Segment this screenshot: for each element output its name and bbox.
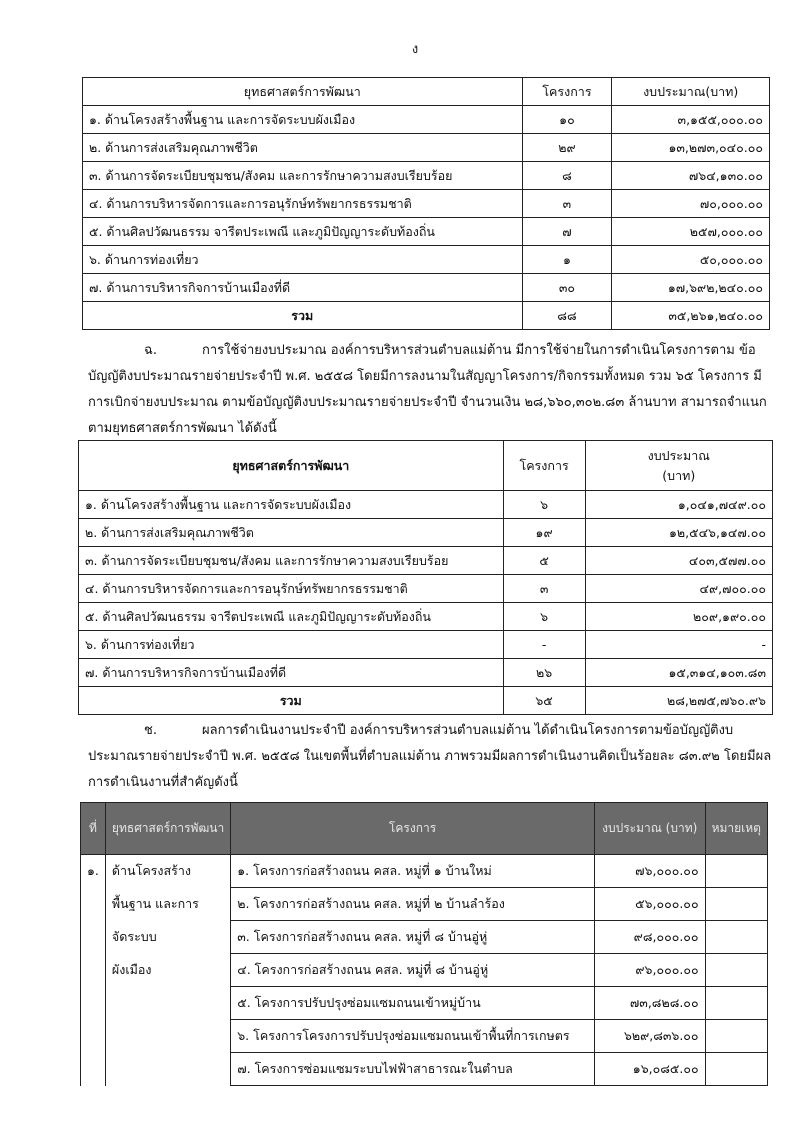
strategy-cell: จัดระบบ <box>105 921 230 954</box>
budget-cell: ๗๐,๐๐๐.๐๐ <box>612 190 770 218</box>
paragraph-text: ผลการดำเนินงานประจำปี องค์การบริหารส่วนตำบลแม่ต้าน ได้ดำเนินโครงการตามข้อบัญญัติงบประมาณรายจ่ายประจำปี พ.ศ. ๒๕๕๘ ในเขตพื้นที่ตำบลแม่ต้าน ภาพรวมมีผลการดำเนินงานคิดเป็นร้อยละ ๘๓.๙๒ โดยมีผลการดำเนินงานที่สำคัญดังนี้ <box>88 723 772 790</box>
table-row <box>83 134 770 162</box>
projects-cell: ๒๖ <box>503 659 585 687</box>
table-row <box>83 218 770 246</box>
header-strategy: ยุทธศาสตร์การพัฒนา <box>79 441 504 491</box>
projects-cell: ๕ <box>503 547 585 575</box>
table-row <box>81 954 768 987</box>
table-header-row <box>83 78 770 106</box>
strategy-cell: ๔. ด้านการบริหารจัดการและการอนุรักษ์ทรัพยากรธรรมชาติ <box>83 190 523 218</box>
header-no: ที่ <box>81 803 106 855</box>
projects-cell: ๓ <box>503 575 585 603</box>
table-row <box>81 987 768 1020</box>
budget-cell: ๙๖,๐๐๐.๐๐ <box>594 954 705 987</box>
header-remark: หมายเหตุ <box>705 803 767 855</box>
strategy-cell: ๓. ด้านการจัดระเบียบชุมชน/สังคม และการรักษาความสงบเรียบร้อย <box>83 162 523 190</box>
spending-paragraph <box>88 338 778 442</box>
projects-cell: ๑ <box>522 246 612 274</box>
projects-cell: ๑๙ <box>503 519 585 547</box>
budget-cell: ๕๖,๐๐๐.๐๐ <box>594 888 705 921</box>
page-number: ง <box>411 42 419 57</box>
strategy-cell <box>105 1020 230 1053</box>
total-projects: ๘๘ <box>522 302 612 330</box>
remark-cell <box>705 1020 767 1053</box>
strategy-cell <box>105 987 230 1020</box>
remark-cell <box>705 954 767 987</box>
strategy-cell: ๖. ด้านการท่องเที่ยว <box>79 631 504 659</box>
header-budget-line2: (บาท) <box>662 467 696 483</box>
budget-cell: - <box>585 631 772 659</box>
total-budget: ๓๕,๒๖๑,๒๔๐.๐๐ <box>612 302 770 330</box>
projects-cell: - <box>503 631 585 659</box>
table-row <box>83 190 770 218</box>
table-row <box>79 547 773 575</box>
table-header-row <box>81 803 768 855</box>
row-number <box>81 1020 106 1053</box>
table-row <box>83 274 770 302</box>
budget-cell: ๗๖๔,๑๓๐.๐๐ <box>612 162 770 190</box>
table-row <box>81 921 768 954</box>
remark-cell <box>705 888 767 921</box>
strategy-cell: พื้นฐาน และการ <box>105 888 230 921</box>
total-budget: ๒๘,๒๗๕,๗๖๐.๙๖ <box>585 687 772 715</box>
strategy-cell: ๕. ด้านศิลปวัฒนธรรม จารีตประเพณี และภูมิปัญญาระดับท้องถิ่น <box>83 218 523 246</box>
strategy-cell: ๖. ด้านการท่องเที่ยว <box>83 246 523 274</box>
table-row <box>79 491 773 519</box>
header-strategy: ยุทธศาสตร์การพัฒนา <box>83 78 523 106</box>
total-label: รวม <box>83 302 523 330</box>
results-paragraph <box>88 718 778 796</box>
remark-cell <box>705 987 767 1020</box>
projects-cell: ๖ <box>503 603 585 631</box>
budget-cell: ๕๐,๐๐๐.๐๐ <box>612 246 770 274</box>
budget-cell: ๑๗,๖๙๒,๒๔๐.๐๐ <box>612 274 770 302</box>
strategy-cell: ด้านโครงสร้าง <box>105 855 230 888</box>
project-cell: ๒. โครงการก่อสร้างถนน คสล. หมู่ที่ ๒ บ้านลำร้อง <box>231 888 595 921</box>
projects-cell: ๓ <box>522 190 612 218</box>
projects-cell: ๓๐ <box>522 274 612 302</box>
header-budget: งบประมาณ (บาท) <box>594 803 705 855</box>
total-projects: ๖๕ <box>503 687 585 715</box>
budget-cell: ๖๒๙,๘๓๖.๐๐ <box>594 1020 705 1053</box>
budget-cell: ๑๕,๓๑๔,๑๐๓.๘๓ <box>585 659 772 687</box>
budget-cell: ๓,๑๕๕,๐๐๐.๐๐ <box>612 106 770 134</box>
strategy-cell: ๗. ด้านการบริหารกิจการบ้านเมืองที่ดี <box>83 274 523 302</box>
projects-cell: ๒๙ <box>522 134 612 162</box>
budget-cell: ๗๖,๐๐๐.๐๐ <box>594 855 705 888</box>
header-budget: งบประมาณ(บาท) <box>612 78 770 106</box>
row-number <box>81 954 106 987</box>
total-label: รวม <box>79 687 504 715</box>
projects-cell: ๑๐ <box>522 106 612 134</box>
header-project: โครงการ <box>231 803 595 855</box>
row-number <box>81 987 106 1020</box>
budget-cell: ๒๐๙,๑๙๐.๐๐ <box>585 603 772 631</box>
budget-cell: ๑,๐๔๑,๗๔๙.๐๐ <box>585 491 772 519</box>
row-number <box>81 888 106 921</box>
paragraph-label: ช. <box>144 723 157 738</box>
strategy-cell <box>105 1053 230 1086</box>
remark-cell <box>705 921 767 954</box>
project-cell: ๖. โครงการโครงการปรับปรุงซ่อมแซมถนนเข้าพื้นที่การเกษตร <box>231 1020 595 1053</box>
header-budget-line1: งบประมาณ <box>647 447 710 463</box>
project-cell: ๓. โครงการก่อสร้างถนน คสล. หมู่ที่ ๘ บ้านอู่หู่ <box>231 921 595 954</box>
strategy-cell: ๕. ด้านศิลปวัฒนธรรม จารีตประเพณี และภูมิปัญญาระดับท้องถิ่น <box>79 603 504 631</box>
budget-cell: ๒๕๗,๐๐๐.๐๐ <box>612 218 770 246</box>
budget-cell: ๑๓,๒๗๓,๐๔๐.๐๐ <box>612 134 770 162</box>
total-row <box>79 687 773 715</box>
table-row <box>79 603 773 631</box>
strategy-cell: ๓. ด้านการจัดระเบียบชุมชน/สังคม และการรักษาความสงบเรียบร้อย <box>79 547 504 575</box>
project-cell: ๗. โครงการซ่อมแซมระบบไฟฟ้าสาธารณะในตำบล <box>231 1053 595 1086</box>
table-row <box>83 106 770 134</box>
table-row <box>83 246 770 274</box>
paragraph-label: ฉ. <box>144 343 157 358</box>
planned-budget-table <box>82 77 770 330</box>
header-projects: โครงการ <box>503 441 585 491</box>
spending-table <box>78 440 773 715</box>
table-row <box>81 1020 768 1053</box>
projects-cell: ๘ <box>522 162 612 190</box>
paragraph-text: การใช้จ่ายงบประมาณ องค์การบริหารส่วนตำบลแม่ต้าน มีการใช้จ่ายในการดำเนินโครงการตาม ข้อบัญญัติงบประมาณรายจ่ายประจำปี พ.ศ. ๒๕๕๘ โดยมีการลงนามในสัญญาโครงการ/กิจกรรมทั้งหมด รวม ๖๕ โครงการ มีการเบิกจ่ายงบประมาณ ตามข้อบัญญัติงบประมาณรายจ่ายประจำปี จำนวนเงิน ๒๘,๖๖๐,๓๐๒.๘๓ ล้านบาท สามารถจำแนกตามยุทธศาสตร์การพัฒนา ได้ดังนี้ <box>88 343 767 436</box>
projects-cell: ๗ <box>522 218 612 246</box>
budget-cell: ๑๒,๕๔๖,๑๔๗.๐๐ <box>585 519 772 547</box>
table-row <box>81 1053 768 1086</box>
row-number <box>81 1053 106 1086</box>
table-row <box>79 519 773 547</box>
table-row <box>79 575 773 603</box>
budget-cell: ๔๐๓,๕๗๗.๐๐ <box>585 547 772 575</box>
project-results-table <box>80 802 768 1086</box>
header-strategy: ยุทธศาสตร์การพัฒนา <box>105 803 230 855</box>
table-row <box>79 659 773 687</box>
budget-cell: ๗๓,๘๒๘.๐๐ <box>594 987 705 1020</box>
table-row <box>79 631 773 659</box>
total-row <box>83 302 770 330</box>
remark-cell <box>705 1053 767 1086</box>
remark-cell <box>705 855 767 888</box>
table-row <box>83 162 770 190</box>
table-row <box>81 855 768 888</box>
strategy-cell: ๒. ด้านการส่งเสริมคุณภาพชีวิต <box>79 519 504 547</box>
header-projects: โครงการ <box>522 78 612 106</box>
project-cell: ๔. โครงการก่อสร้างถนน คสล. หมู่ที่ ๘ บ้านอู่หู่ <box>231 954 595 987</box>
projects-cell: ๖ <box>503 491 585 519</box>
project-cell: ๕. โครงการปรับปรุงซ่อมแซมถนนเข้าหมู่บ้าน <box>231 987 595 1020</box>
strategy-cell: ๗. ด้านการบริหารกิจการบ้านเมืองที่ดี <box>79 659 504 687</box>
header-budget <box>585 441 772 491</box>
table-row <box>81 888 768 921</box>
project-cell: ๑. โครงการก่อสร้างถนน คสล. หมู่ที่ ๑ บ้านใหม่ <box>231 855 595 888</box>
strategy-cell: ๔. ด้านการบริหารจัดการและการอนุรักษ์ทรัพยากรธรรมชาติ <box>79 575 504 603</box>
row-number: ๑. <box>81 855 106 888</box>
budget-cell: ๔๙,๗๐๐.๐๐ <box>585 575 772 603</box>
strategy-cell: ผังเมือง <box>105 954 230 987</box>
budget-cell: ๑๖,๐๘๕.๐๐ <box>594 1053 705 1086</box>
row-number <box>81 921 106 954</box>
strategy-cell: ๑. ด้านโครงสร้างพื้นฐาน และการจัดระบบผังเมือง <box>83 106 523 134</box>
budget-cell: ๙๘,๐๐๐.๐๐ <box>594 921 705 954</box>
strategy-cell: ๑. ด้านโครงสร้างพื้นฐาน และการจัดระบบผังเมือง <box>79 491 504 519</box>
strategy-cell: ๒. ด้านการส่งเสริมคุณภาพชีวิต <box>83 134 523 162</box>
table-header-row <box>79 441 773 491</box>
